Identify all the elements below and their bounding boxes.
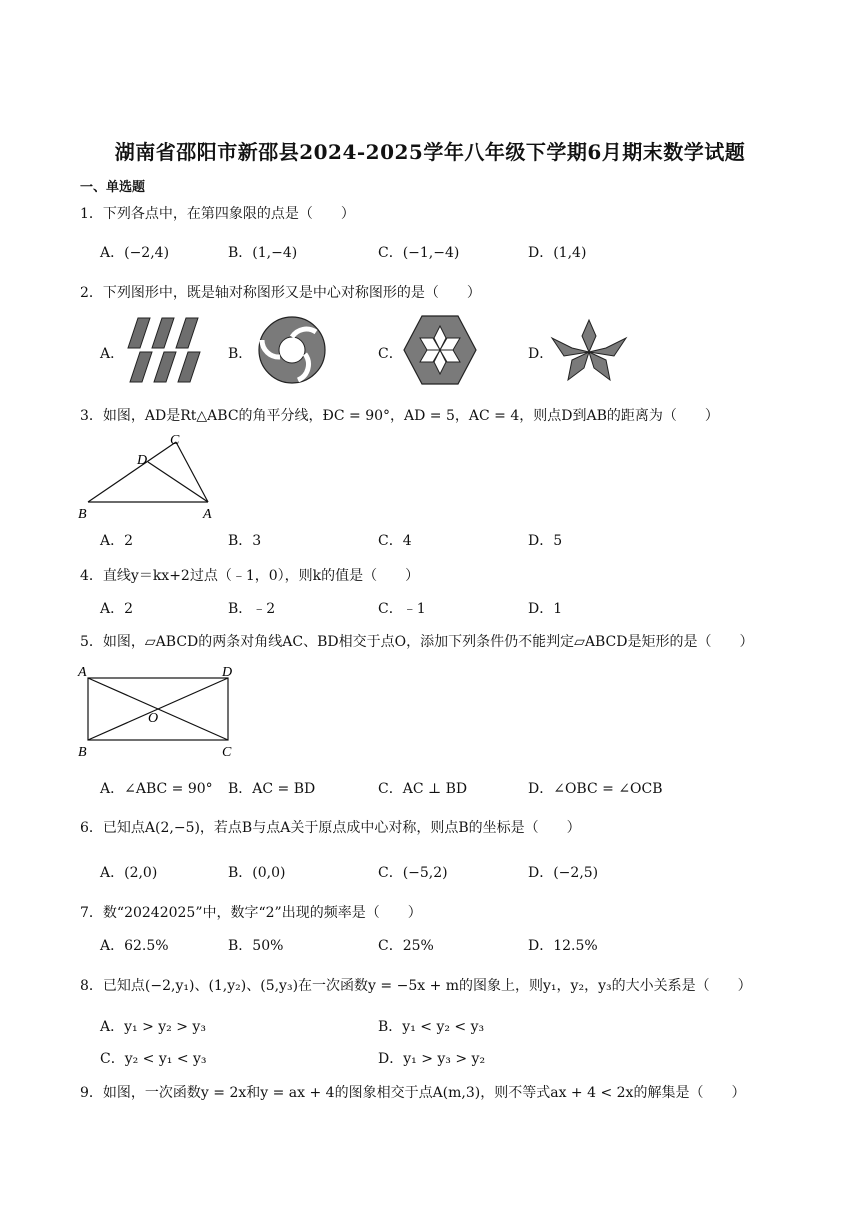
q7-option-a: A．62.5% xyxy=(100,938,169,954)
q5-option-d: D．∠OBC = ∠OCB xyxy=(528,781,663,797)
q2-option-c: C． xyxy=(378,346,403,362)
question-4-stem: 4．直线y＝kx+2过点（﹣1，0），则k的值是（ ） xyxy=(80,568,420,584)
question-9-stem: 9．如图，一次函数y = 2x和y = ax + 4的图象相交于点A(m,3)，则不等式ax + 4 < 2x的解集是（ ） xyxy=(80,1085,746,1101)
q5-rectangle-figure xyxy=(76,660,238,760)
q5-label-a: A xyxy=(78,665,87,680)
q2-option-a: A． xyxy=(100,346,125,362)
q4-option-d: D．1 xyxy=(528,601,563,617)
q5-label-b: B xyxy=(78,745,87,760)
q2-option-b: B． xyxy=(228,346,253,362)
q8-option-b: B．y₁ < y₂ < y₃ xyxy=(378,1019,485,1035)
q6-option-a: A．(2,0) xyxy=(100,865,158,881)
q1-option-a: A．(−2,4) xyxy=(100,245,170,261)
question-5-stem: 5．如图，▱ABCD的两条对角线AC、BD相交于点O，添加下列条件仍不能判定▱ABCD是矩形的是（ ） xyxy=(80,634,754,650)
q4-option-c: C．﹣1 xyxy=(378,601,426,617)
q3-option-c: C．4 xyxy=(378,533,412,549)
q7-option-d: D．12.5% xyxy=(528,938,598,954)
q5-option-a: A．∠ABC = 90° xyxy=(100,781,213,797)
q5-option-b: B．AC = BD xyxy=(228,781,316,797)
question-1-stem: 1．下列各点中，在第四象限的点是（ ） xyxy=(80,206,355,222)
q7-option-c: C．25% xyxy=(378,938,434,954)
q2-five-petal-figure xyxy=(548,318,630,384)
q1-option-c: C．(−1,−4) xyxy=(378,245,460,261)
q2-swirl-circle-figure xyxy=(256,314,328,386)
q3-label-a: A xyxy=(203,507,212,522)
q4-option-a: A．2 xyxy=(100,601,134,617)
q2-parallelograms-figure xyxy=(126,316,208,386)
q4-option-b: B．﹣2 xyxy=(228,601,276,617)
section-heading: 一、单选题 xyxy=(80,180,146,195)
q8-option-d: D．y₁ > y₃ > y₂ xyxy=(378,1051,486,1067)
q8-option-a: A．y₁ > y₂ > y₃ xyxy=(100,1019,206,1035)
q8-option-c: C．y₂ < y₁ < y₃ xyxy=(100,1051,207,1067)
q3-option-d: D．5 xyxy=(528,533,563,549)
q5-option-c: C．AC ⊥ BD xyxy=(378,781,468,797)
question-6-stem: 6．已知点A(2,−5)，若点B与点A关于原点成中心对称，则点B的坐标是（ ） xyxy=(80,820,581,836)
q5-label-d: D xyxy=(222,665,233,680)
q5-label-c: C xyxy=(222,745,232,760)
q3-label-c: C xyxy=(170,433,180,448)
q3-option-a: A．2 xyxy=(100,533,134,549)
q7-option-b: B．50% xyxy=(228,938,284,954)
q1-option-d: D．(1,4) xyxy=(528,245,587,261)
q3-label-b: B xyxy=(78,507,87,522)
question-7-stem: 7．数“20242025”中，数字“2”出现的频率是（ ） xyxy=(80,905,422,921)
q6-option-c: C．(−5,2) xyxy=(378,865,448,881)
question-3-stem: 3．如图，AD是Rt△ABC的角平分线，ÐC = 90°，AD = 5，AC = 4，则点D到AB的距离为（ ） xyxy=(80,408,719,424)
question-8-stem: 8．已知点(−2,y₁)、(1,y₂)、(5,y₃)在一次函数y = −5x + m的图象上，则y₁，y₂，y₃的大小关系是（ ） xyxy=(80,978,752,994)
q6-option-d: D．(−2,5) xyxy=(528,865,599,881)
q3-label-d: D xyxy=(137,453,148,468)
q3-triangle-figure xyxy=(76,430,226,522)
page-title: 湖南省邵阳市新邵县2024-2025学年八年级下学期6月期末数学试题 xyxy=(114,140,746,164)
q3-option-b: B．3 xyxy=(228,533,262,549)
q2-hexagon-star-figure xyxy=(402,314,478,386)
q1-option-b: B．(1,−4) xyxy=(228,245,298,261)
q6-option-b: B．(0,0) xyxy=(228,865,286,881)
q2-option-d: D． xyxy=(528,346,554,362)
q5-label-o: O xyxy=(148,711,159,726)
question-2-stem: 2．下列图形中，既是轴对称图形又是中心对称图形的是（ ） xyxy=(80,285,481,301)
